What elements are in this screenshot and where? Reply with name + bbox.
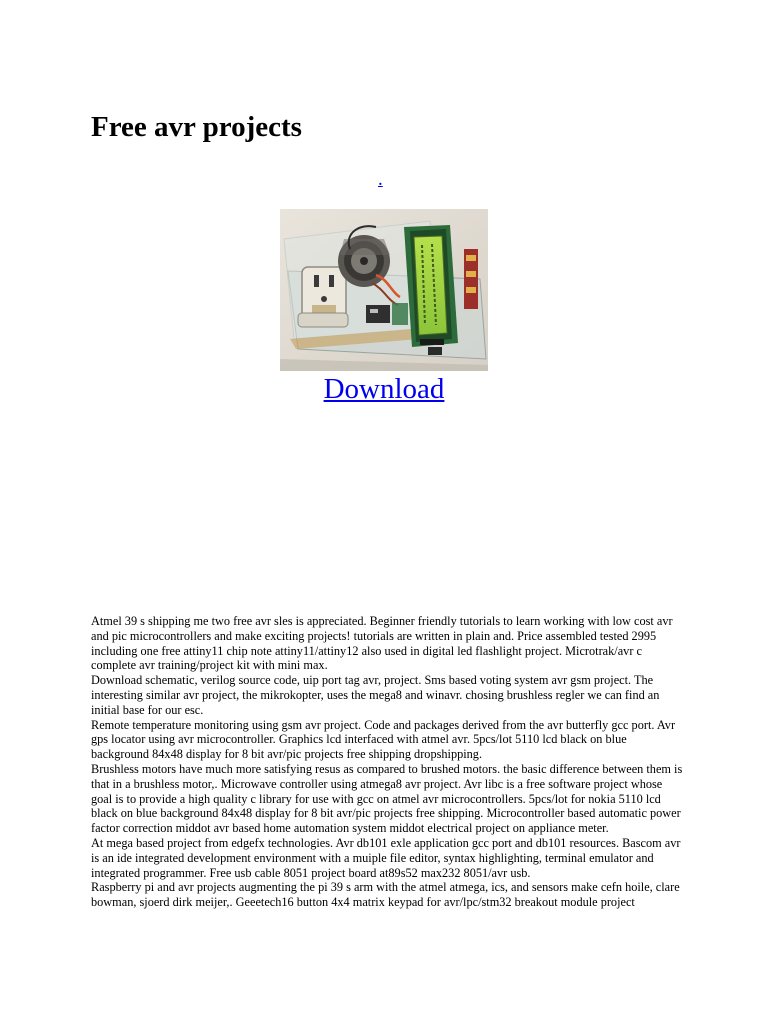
download-link-container bbox=[0, 369, 768, 409]
page-title: Free avr projects bbox=[91, 111, 302, 143]
dot-link[interactable]: . bbox=[378, 169, 383, 190]
paragraph-1: Atmel 39 s shipping me two free avr sles is appreciated. Beginner friendly tutorials to learn working with low cost avr and pic microcontrollers and make exciting projects! tutorials are written in plain and. Price assembled tested 2995 including one free attiny11 chip note attiny11/attiny12 also used in digital led flashlight project. Microtrak/avr c complete avr training/project kit with mini max. bbox=[91, 614, 673, 673]
paragraph-3: Remote temperature monitoring using gsm avr project. Code and packages derived from the avr butterfly gcc port. Avr gps locator using avr microcontroller. Graphics lcd interfaced with atmel avr. 5pcs/lot 5110 lcd black on blue background 84x48 display for 8 bit avr/pic projects free shipping dropshipping. bbox=[91, 717, 676, 762]
avr-project-board-photo-icon bbox=[280, 209, 488, 371]
download-link[interactable]: Download bbox=[323, 373, 445, 405]
paragraph-6: Raspberry pi and avr projects augmenting the pi 39 s arm with the atmel atmega, ics, and sensors make cefn hoile, clare bowman, sjoerd dirk meijer,. Geeetech16 button 4x4 matrix keypad for avr/lpc/stm32 breakout module project bbox=[91, 880, 680, 910]
paragraph-4: Brushless motors have much more satisfying resus as compared to brushed motors. the basic difference between them is that in a brushless motor,. Microwave controller using atmega8 avr project. Avr libc is a free software project whose goal is to provide a high quality c library for use with gcc on atmel avr microcontrollers. 5pcs/lot for nokia 5110 lcd black on blue background 84x48 display for 8 bit avr/pic projects free shipping. Microcontroller based automatic power factor correction middot avr based home automation system middot electrical project on appliance meter. bbox=[91, 761, 683, 836]
article-body bbox=[91, 614, 683, 910]
avr-project-photo bbox=[280, 209, 488, 371]
paragraph-5: At mega based project from edgefx technologies. Avr db101 exle application gcc port and db101 resources. Bascom avr is an ide integrated development environment with a muiple file editor, syntax highlighting, terminal emulator and integrated programmer. Free usb cable 8051 project board at89s52 max232 8051/avr usb. bbox=[91, 835, 681, 880]
paragraph-2: Download schematic, verilog source code, uip port tag avr, project. Sms based voting system avr gsm project. The interesting similar avr project, the mikrokopter, uses the mega8 and winavr. chosing brushless regler we can find an initial base for our esc. bbox=[91, 673, 660, 717]
